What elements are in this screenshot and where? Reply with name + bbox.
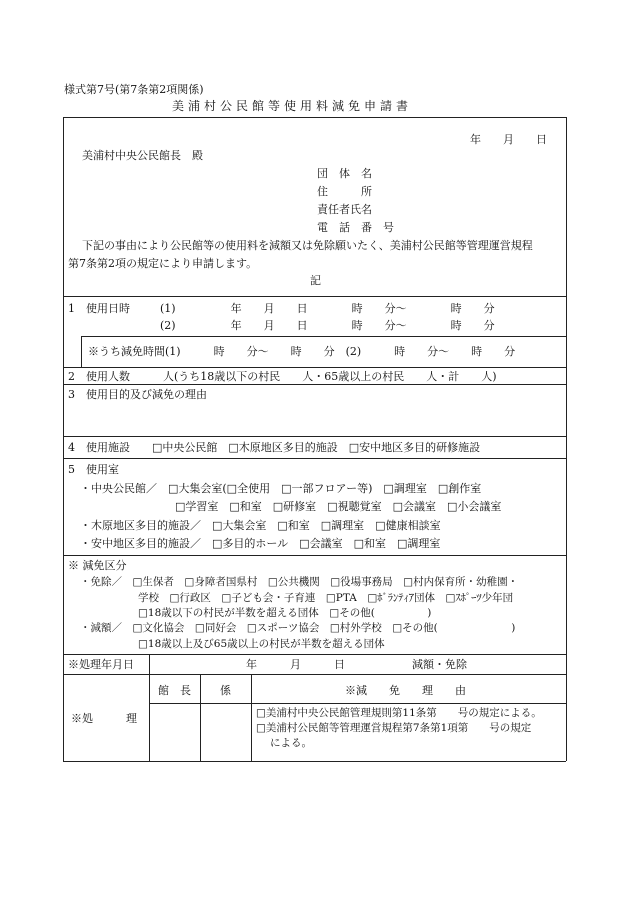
s6-reduction-row-2: □18歳以上及び65歳以上の村民が半数を超える団体 — [138, 638, 385, 650]
s5-kihara-rooms: ・木原地区多目的施設／ □大集会室 □和室 □調理室 □健康相談室 — [80, 519, 441, 532]
staff-column-header: 係 — [220, 684, 231, 697]
s3-number: 3 — [68, 388, 75, 401]
phone-label: 電 話 番 号 — [317, 221, 394, 234]
reduction-reason-header: ※減 免 理 由 — [345, 684, 466, 697]
s6-label: ※ 減免区分 — [68, 559, 127, 572]
s1-number: 1 — [68, 302, 75, 315]
s4-number: 4 — [68, 441, 75, 454]
representative-label: 責任者氏名 — [317, 203, 372, 216]
s5-central-rooms-2: □学習室 □和室 □研修室 □視聴覚室 □会議室 □小会議室 — [175, 500, 502, 513]
intro-line-2: 第7条第2項の規定により申請します。 — [68, 257, 258, 270]
chief-column-header: 館 長 — [158, 684, 191, 697]
processing-date-value: 年 月 日 — [246, 658, 345, 671]
s1-label: 使用日時 — [86, 302, 130, 315]
s5-annaka-rooms: ・安中地区多目的施設／ □多目的ホール □会議室 □和室 □調理室 — [80, 537, 441, 550]
s4-facility-options: 使用施設 □中央公民館 □木原地区多目的施設 □安中地区多目的研修施設 — [86, 441, 481, 454]
s5-number: 5 — [68, 463, 75, 476]
s6-reduction-row-1: ・減額／ □文化協会 □同好会 □スポーツ協会 □村外学校 □その他( ) — [80, 622, 516, 634]
reason-rule-2: □美浦村公民館等管理運営規程第7条第1項第 号の規定 — [256, 722, 532, 734]
processing-type: 減額・免除 — [412, 658, 467, 671]
s6-exemption-row-2: 学校 □行政区 □子ども会・子育連 □PTA □ﾎﾞﾗﾝﾃｨｱ団体 □ｽﾎﾟｰﾂ少年団 — [138, 592, 514, 604]
s2-users-count: 使用人数 人(うち18歳以下の村民 人・65歳以上の村民 人・計 人) — [86, 370, 497, 383]
s5-central-rooms-1: ・中央公民館／ □大集会室(□全使用 □一部フロアー等) □調理室 □創作室 — [80, 482, 482, 495]
intro-line-1: 下記の事由により公民館等の使用料を減額又は免除願いたく、美浦村公民館等管理運営規程 — [82, 239, 533, 252]
s1-time-row-1: (1) 年 月 日 時 分～ 時 分 — [160, 302, 495, 315]
s1-time-row-2: (2) 年 月 日 時 分～ 時 分 — [160, 319, 495, 332]
processing-date-label: ※処理年月日 — [68, 658, 134, 671]
address-label: 住 所 — [317, 185, 372, 198]
document-title: 美浦村公民館等使用料減免申請書 — [172, 99, 413, 113]
org-name-label: 団 体 名 — [317, 167, 372, 180]
reason-rule-1: □美浦村中央公民館管理規則第11条第 号の規定による。 — [256, 707, 542, 719]
s2-number: 2 — [68, 370, 75, 383]
form-number: 様式第7号(第7条第2項関係) — [64, 83, 204, 96]
s1-exempt-time: ※うち減免時間(1) 時 分～ 時 分 (2) 時 分～ 時 分 — [88, 345, 516, 358]
application-date: 年 月 日 — [470, 133, 547, 146]
s6-exemption-row-3: □18歳以下の村民が半数を超える団体 □その他( ) — [138, 607, 432, 619]
s3-purpose-label: 使用目的及び減免の理由 — [86, 388, 207, 401]
reason-rule-2-cont: による。 — [270, 737, 312, 749]
processing-label: ※処 理 — [71, 712, 137, 725]
s6-exemption-row-1: ・免除／ □生保者 □身障者国県村 □公共機関 □役場事務局 □村内保育所・幼稚園・ — [80, 576, 519, 588]
s5-label: 使用室 — [86, 463, 119, 476]
ki-heading: 記 — [310, 274, 321, 287]
addressee: 美浦村中央公民館長 殿 — [82, 149, 203, 162]
